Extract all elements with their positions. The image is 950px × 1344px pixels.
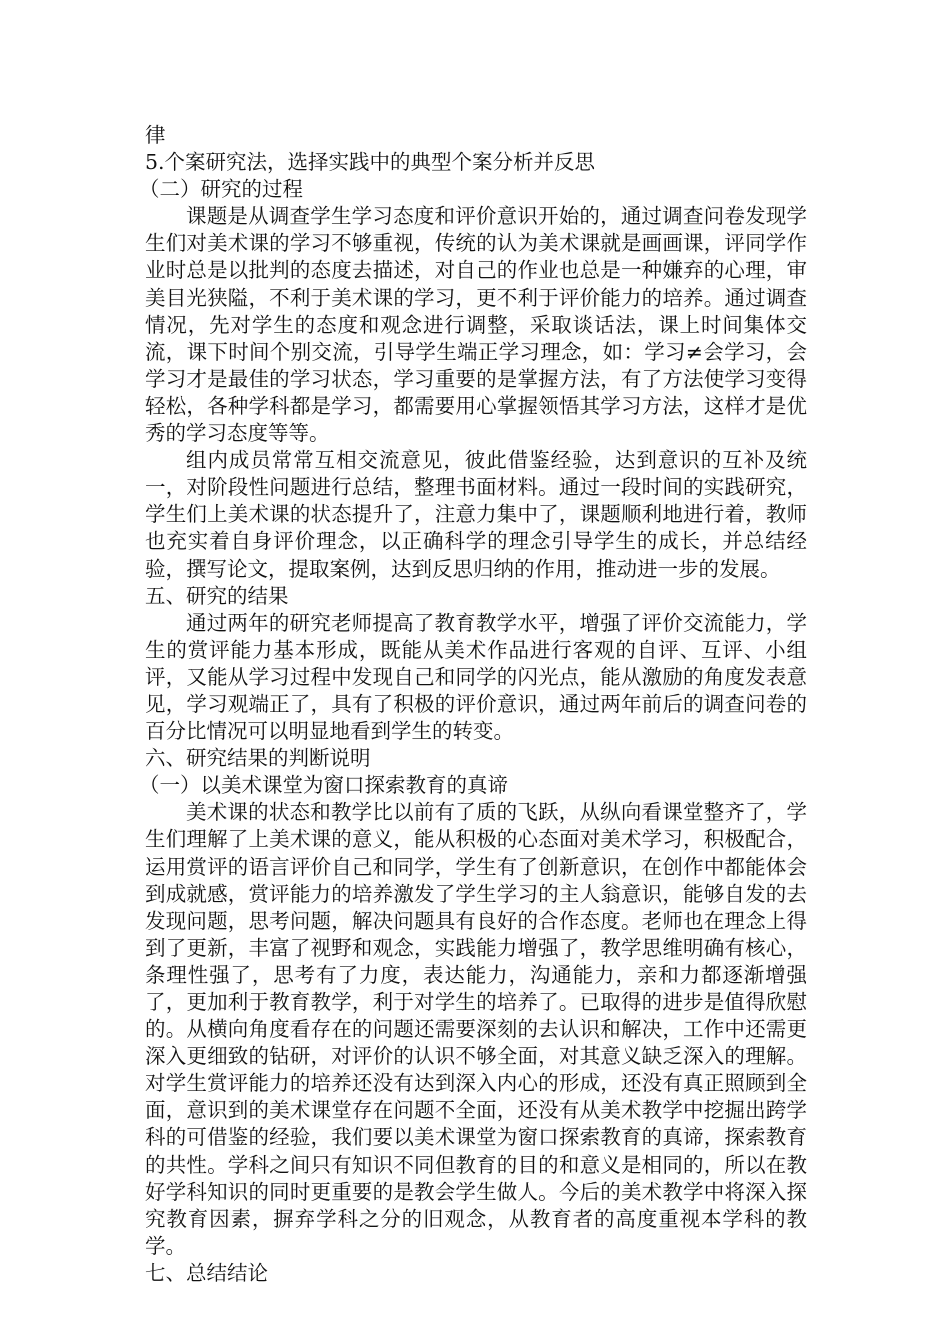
paragraph-process-1: 课题是从调查学生学习态度和评价意识开始的，通过调查问卷发现学生们对美术课的学习不够重视，传统的认为美术课就是画画课，评同学作业时总是以批判的态度去描述，对自己的作业也总是一种嫌弃的心理，审美目光狭隘，不利于美术课的学习，更不利于评价能力的培养。通过调查情况，先对学生的态度和观念进行调整，采取谈话法，课上时间集体交流，课下时间个别交流，引导学生端正学习理念，如：学习≠会学习，会学习才是最佳的学习状态，学习重要的是掌握方法，有了方法使学习变得轻松，各种学科都是学习，都需要用心掌握领悟其学习方法，这样才是优秀的学习态度等等。 [145,204,807,446]
heading-research-process: （二）研究的过程 [139,177,303,202]
heading-research-results: 五、研究的结果 [145,583,289,608]
paragraph-window-exploration: 美术课的状态和教学比以前有了质的飞跃，从纵向看课堂整齐了，学生们理解了上美术课的意义，能从积极的心态面对美术学习，积极配合，运用赏评的语言评价自己和同学，学生有了创新意识，在创作中都能体会到成就感，赏评能力的培养激发了学生学习的主人翁意识，能够自发的去发现问题，思考问题，解决问题具有良好的合作态度。老师也在理念上得到了更新，丰富了视野和观念，实践能力增强了，教学思维明确有核心，条理性强了，思考有了力度，表达能力，沟通能力，亲和力都逐渐增强了，更加利于教育教学，利于对学生的培养了。已取得的进步是值得欣慰的。从横向角度看存在的问题还需要深刻的去认识和解决，工作中还需更深入更细致的钻研，对评价的认识不够全面，对其意义缺乏深入的理解。对学生赏评能力的培养还没有达到深入内心的形成，还没有真正照顾到全面，意识到的美术课堂存在问题不全面，还没有从美术教学中挖掘出跨学科的可借鉴的经验，我们要以美术课堂为窗口探索教育的真谛，探索教育的共性。学科之间只有知识不同但教育的目的和意义是相同的，所以在教好学科知识的同时更重要的是教会学生做人。今后的美术教学中将深入探究教育因素，摒弃学科之分的旧观念，从教育者的高度重视本学科的教学。 [145,800,807,1258]
document-body [139,122,807,1287]
paragraph-process-2: 组内成员常常互相交流意见，彼此借鉴经验，达到意识的互补及统一，对阶段性问题进行总结，整理书面材料。通过一段时间的实践研究，学生们上美术课的状态提升了，注意力集中了，课题顺利地进行着，教师也充实着自身评价理念，以正确科学的理念引导学生的成长，并总结经验，撰写论文，提取案例，达到反思归纳的作用，推动进一步的发展。 [145,448,807,581]
heading-window-exploration: （一）以美术课堂为窗口探索教育的真谛 [139,773,508,798]
heading-conclusion: 七、总结结论 [145,1260,268,1285]
carry-over-line: 律 [145,123,166,147]
paragraph-results: 通过两年的研究老师提高了教育教学水平，增强了评价交流能力，学生的赏评能力基本形成，既能从美术作品进行客观的自评、互评、小组评，又能从学习过程中发现自己和同学的闪光点，能从激励的角度发表意见，学习观端正了，具有了积极的评价意识，通过两年前后的调查问卷的百分比情况可以明显地看到学生的转变。 [145,610,807,744]
heading-results-judgement: 六、研究结果的判断说明 [145,746,371,771]
method-5-line: 5.个案研究法，选择实践中的典型个案分析并反思 [145,150,596,175]
